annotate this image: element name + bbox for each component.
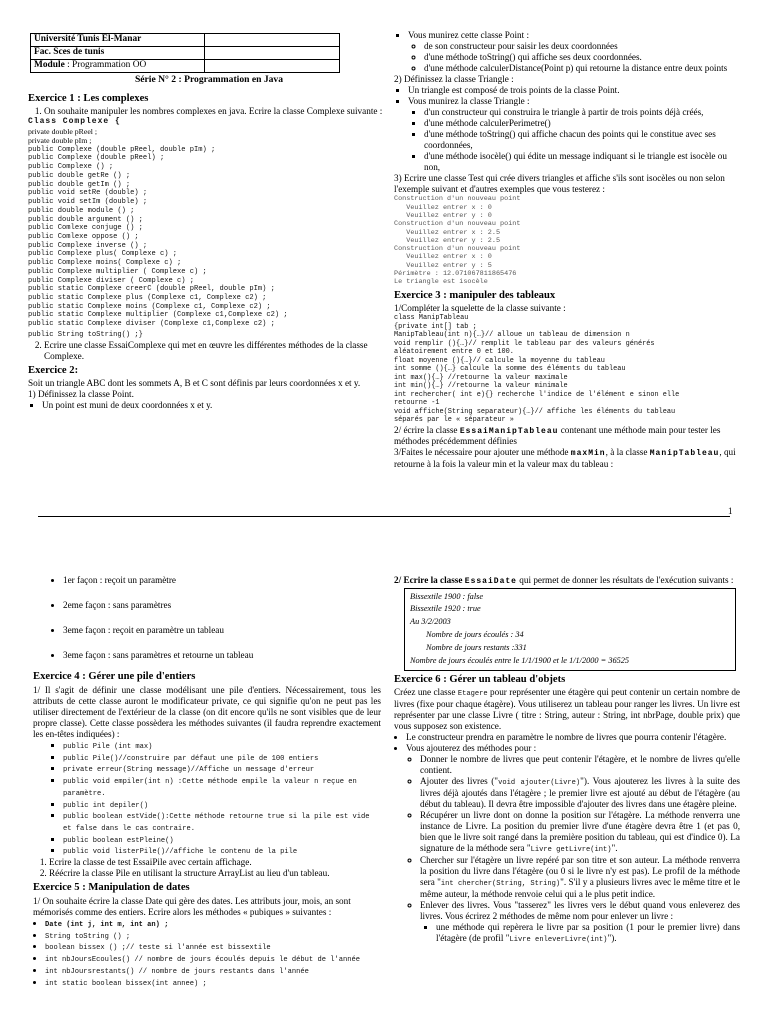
class-declaration: Class Complexe {	[28, 117, 121, 127]
header-table	[30, 33, 340, 73]
series-title: Série N° 2 : Programmation en Java	[134, 74, 284, 85]
exercise2-q2: 2) Définissez la classe Triangle :	[394, 74, 514, 85]
exercise6-title: Exercice 6 : Gérer un tableau d'objets	[394, 673, 566, 685]
exercise1-item2: Ecrire une classe EssaiComplexe qui met en œuvre les différentes méthodes de la classe Complexe.	[44, 339, 368, 361]
maniptableau-code: class ManipTableau {private int[] tab ; ManipTableau(int n){…}// alloue un tableau de dimension n void remplir (){…}// remplit le tableau par des valeurs générés aléatoirement entre 0 et 100. float moyenne (){…}// calcule la moyenne du tableau int somme (){…} calcule la somme des éléments du tableau int max(){…} //retourne la valeur maximale int min(){…} //retourne la valeur minimale int rechercher( int e){} recherche l'indice de l'élément e sinon elle retourne -1 void affiche(String separateur){…}// affiche les éléments du tableau séparés par le « séparateur »	[394, 314, 680, 425]
complexe-method-list: public Complexe (double pReel, double pIm) ; public Complexe (double pReel) ; public Complexe () ; public double getRe () ; public double getIm () ; public void setRe (double) ; public void setIm (double) ; public double module () ; public double argument () ; public Comlexe conjuge () ; public Comlexe oppose () ; public Complexe inverse () ; public Complexe plus( Complexe c) ; public Complexe moins( Complexe c) ; public Complexe multiplier ( Complexe c) ; public Complexe diviser ( Complexe c) ; public static Complexe creerC (double pReel, double pIm) ; public static Complexe plus (Complexe c1, Complexe c2) ; public static Complexe moins (Complexe c1, Complexe c2) ; public static Complexe multiplier (Complexe c1,Complexe c2) ; public static Complexe diviser (Complexe c1,Complexe c2) ;	[28, 145, 288, 329]
exercise5-q2: 2/ Ecrire la classe EssaiDate qui permet de donner les résultats de l'exécution suivants :	[394, 575, 734, 586]
exercise2-point-bullet: Un point est muni de deux coordonnées x et y.	[42, 400, 213, 411]
exercise2-intro: Soit un triangle ABC dont les sommets A, B et C sont définis par leurs coordonnées x et y.	[28, 378, 361, 389]
exercise5-title: Exercice 5 : Manipulation de dates	[33, 882, 190, 894]
pile-method-list: ▪ public Pile (int max) ▪ public Pile()//construire par défaut une pile de 100 entiers ▪ private erreur(String message)//Affiche un message d'erreur ▪ public void empiler(int n) :Cette méthode empile la valeur n reçue en paramètre. ▪ public int depiler() ▪ public boolean estVide():Cette méthode retourne true si la pile est vide et false dans le cas contraire. ▪ public boolean estPleine() ▪ public void listerPile()//affiche le contenu de la pile	[33, 740, 381, 857]
tostring-line: public String toString() ;}	[28, 330, 143, 339]
exercise4-intro: 1/ Il s'agit de définir une classe modélisant une pile d'entiers. Nécessairement, tous les attributs de cette classe auront le modificateur private, ce qui signifie qu'on ne peut pas les utiliser directement de l'extérieur de la classe (on dit encore qu'ils ne sont visibles que de leur propre classe). Cette classe possèdera les méthodes suivantes (il faudra reprendre exactement les en-têtes indiquées) :	[33, 684, 381, 739]
exercise3-q3: 3/Faites le nécessaire pour ajouter une méthode maxMin, à la classe ManipTableau, qui retourne à la fois la valeur min et la valeur max du tableau :	[394, 447, 736, 469]
faculty-cell: Fac. Sces de tunis	[31, 47, 205, 60]
date-method-list: • Date (int j, int m, int an) ; • String toString () ; • boolean bissex () ;// teste si l'année est bissextile • int nbJoursEcoules() // nombre de jours écoulés depuis le début de l'année • int nbJoursrestants() // nombre de jours restants dans l'année • int static boolean bissex(int annee) ;	[33, 918, 381, 988]
attribute-preel: private double pReel ;	[28, 127, 98, 137]
exercise1-item1: On souhaite manipuler les nombres complexes en java. Ecrire la classe Complexe suivante :	[44, 106, 383, 117]
exercise2-q1: 1) Définissez la classe Point.	[28, 389, 134, 400]
date-results-box: Bissextile 1900 : false Bissextile 1920 : true Au 3/2/2003 Nombre de jours écoulés : 34 Nombre de jours restants :331 Nombre de jours écoulés entre le 1/1/1900 et le 1/1/2000 = 36525	[404, 588, 736, 671]
university-cell: Université Tunis El-Manar	[31, 34, 205, 47]
page-separator	[38, 516, 730, 517]
exercise6-intro: Créez une classe Etagere pour représenter une étagère qui peut contenir un certain nombre de livres (fixe pour chaque étagère). Vous utiliserez un tableau pour ranger les livres. Un livre est représenter par une classe Livre ( titre : String, auteur : String, int nbrPage, double prix) que vous supposez son existence.	[394, 687, 740, 732]
page1-left-column	[28, 33, 390, 511]
exercise3-title: Exercice 3 : manipuler des tableaux	[394, 289, 556, 301]
page-number: 1	[728, 506, 733, 516]
page2-left-column: • 1er façon : reçoit un paramètre • 2eme façon : sans paramètres • 3eme façon : reçoit en paramètre un tableau • 3eme façon : sans paramètres et retourne un tableau Exercice 4 : Gérer une pile d'entiers 1/ Il s'agit de définir une classe modélisant une pile d'entiers. Nécessairement, tous les attributs de cette classe auront le modificateur private, ce qui signifie qu'on ne peut pas les utiliser directement de l'extérieur de la classe (on dit encore qu'ils ne sont visibles que de leur propre classe). Cette classe possèdera les méthodes suivantes (il faudra reprendre exactement les en-têtes indiquées) : ▪ public Pile (int max) ▪ public Pile()//construire par défaut une pile de 100 entiers ▪ private erreur(String message)//Affiche un message d'erreur ▪ public void empiler(int n) :Cette méthode empile la valeur n reçue en paramètre. ▪ public int depiler() ▪ public boolean estVide():Cette méthode retourne true si la pile est vide et false dans le cas contraire. ▪ public boolean estPleine() ▪ public void listerPile()//affiche le contenu de la pile 1. Ecrire la classe de test EssaiPile avec certain affichage. 2. Réécrire la classe Pile en utilisant la structure ArrayList au lieu d'un tableau. Exercice 5 : Manipulation de dates 1/ On souhaite écrire la classe Date qui gère des dates. Les attributs jour, mois, an sont mémorisés comme des entiers. Ecrire alors les méthodes « pubiques » suivantes : • Date (int j, int m, int an) ; • String toString () ; • boolean bissex () ;// teste si l'année est bissextile • int nbJoursEcoules() // nombre de jours écoulés depuis le début de l'année • int nbJoursrestants() // nombre de jours restants dans l'année • int static boolean bissex(int annee) ;	[33, 575, 381, 1024]
attribute-pim: private double pIm ;	[28, 136, 92, 146]
exercise1-title: Exercice 1 : Les complexes	[28, 92, 149, 104]
module-cell: Module : Programmation OO	[31, 60, 205, 73]
page2-right-column: 2/ Ecrire la classe EssaiDate qui permet de donner les résultats de l'exécution suivants : Bissextile 1900 : false Bissextile 1920 : true Au 3/2/2003 Nombre de jours écoulés : 34 Nombre de jours restants :331 Nombre de jours écoulés entre le 1/1/1900 et le 1/1/2000 = 36525 Exercice 6 : Gérer un tableau d'objets Créez une classe Etagere pour représenter une étagère qui peut contenir un certain nombre de livres (fixe pour chaque étagère). Vous utiliserez un tableau pour ranger les livres. Un livre est représenter par une classe Livre ( titre : String, auteur : String, int nbrPage, double prix) que vous supposez son existence. • Le constructeur prendra en paramètre le nombre de livres que pourra contenir l'étagère. • Vous ajouterez des méthodes pour : ◦ Donner le nombre de livres que peut contenir l'étagère, et le nombre de livres qu'elle contient. ◦ Ajouter des livres ("void ajouter(Livre)"). Vous ajouterez les livres à la suite des livres déjà ajoutés dans l'étagère ; le premier livre est ajouté au début de l'étagère (au début du tableau). Il devra être impossible d'ajouter des livres dans une étagère pleine. ◦ Récupérer un livre dont on donne la position sur l'étagère. La méthode renverra une instance de Livre. La position du premier livre d'une étagère devra être 1 (et pas 0, bien que le livre soit rangé dans la première position du tableau, qui est d'indice 0). La signature de la méthode sera "Livre getLivre(int)". ◦ Chercher sur l'étagère un livre repéré par son titre et son auteur. La méthode renverra la position du livre dans l'étagère (ou 0 si le livre n'y est pas). Le profil de la méthode sera "int chercher(String, String)". S'il y a plusieurs livres avec le même titre et le même auteur, la méthode renvoie celui qui a le plus petit indice. ◦ Enlever des livres. Vous "tasserez" les livres vers le début quand vous enleverez des livres. Vous écrirez 2 méthodes de même nom pour enlever un livre : ▪ une méthode qui repèrera le livre par sa position (1 pour le premier livre) dans l'étagère (de profil "Livre enleverLivre(int)").	[394, 575, 740, 1024]
exercise5-intro: 1/ On souhaite écrire la classe Date qui gère des dates. Les attributs jour, mois, an sont mémorisés comme des entiers. Ecrire alors les méthodes « pubiques » suivantes :	[33, 895, 351, 917]
exercise2-q3: 3) Ecrire une classe Test qui crée divers triangles et affiche s'ils sont isocèles ou non selon l'exemple suivant et d'autres exemples que vous testerez :	[394, 173, 725, 195]
exercise3-q1: 1/Compléter la squelette de la classe suivante :	[394, 303, 566, 314]
triangle-test-output: Construction d'un nouveau point Veuillez entrer x : 0 Veuillez entrer y : 0 Construction d'un nouveau point Veuillez entrer x : 2.5 Veuillez entrer y : 2.5 Construction d'un nouveau point Veuillez entrer x : 0 Veuillez entrer y : 5 Périmètre : 12.071067811865476 Le triangle est isocèle	[394, 195, 521, 287]
exercise4-title: Exercice 4 : Gérer une pile d'entiers	[33, 671, 196, 683]
page1-right-column: ▪ Vous munirez cette classe Point : ◦ de son constructeur pour saisir les deux coordonnées ◦ d'une méthode toString() qui affiche ses deux coordonnées. ◦ d'une méthode calculerDistance(Point p) qui retourne la distance entre deux points 2) Définissez la classe Triangle : ▪ Un triangle est composé de trois points de la classe Point. ▪ Vous munirez la classe Triangle : ▪ d'un constructeur qui construira le triangle à partir de trois points déjà créés, ▪ d'une méthode calculerPerimetre() ▪ d'une méthode toString() qui affiche chacun des points qui le constitue avec ses coordonnées, ▪ d'une méthode isocèle() qui édite un message indiquant si le triangle est isocèle ou non, 3) Ecrire une classe Test qui crée divers triangles et affiche s'ils sont isocèles ou non selon l'exemple suivant et d'autres exemples que vous testerez : Construction d'un nouveau point Veuillez entrer x : 0 Veuillez entrer y : 0 Construction d'un nouveau point Veuillez entrer x : 2.5 Veuillez entrer y : 2.5 Construction d'un nouveau point Veuillez entrer x : 0 Veuillez entrer y : 5 Périmètre : 12.071067811865476 Le triangle est isocèle Exercice 3 : manipuler des tableaux 1/Compléter la squelette de la classe suivante : class ManipTableau {private int[] tab ; ManipTableau(int n){…}// alloue un tableau de dimension n void remplir (){…}// remplit le tableau par des valeurs générés aléatoirement entre 0 et 100. float moyenne (){…}// calcule la moyenne du tableau int somme (){…} calcule la somme des éléments du tableau int max(){…} //retourne la valeur maximale int min(){…} //retourne la valeur minimale int rechercher( int e){} recherche l'indice de l'élément e sinon elle retourne -1 void affiche(String separateur){…}// affiche les éléments du tableau séparés par le « séparateur » 2/ écrire la classe EssaiManipTableau contenant une méthode main pour tester les méthodes précédemment définies 3/Faites le nécessaire pour ajouter une méthode maxMin, à la classe ManipTableau, qui retourne à la fois la valeur min et la valeur max du tableau :	[394, 30, 740, 508]
ways-list: • 1er façon : reçoit un paramètre • 2eme façon : sans paramètres • 3eme façon : reçoit en paramètre un tableau • 3eme façon : sans paramètres et retourne un tableau	[33, 575, 381, 661]
exercise3-q2: 2/ écrire la classe EssaiManipTableau contenant une méthode main pour tester les méthodes précédemment définies	[394, 424, 721, 447]
exercise1-list	[28, 106, 390, 117]
exercise2-title: Exercice 2:	[28, 364, 79, 376]
